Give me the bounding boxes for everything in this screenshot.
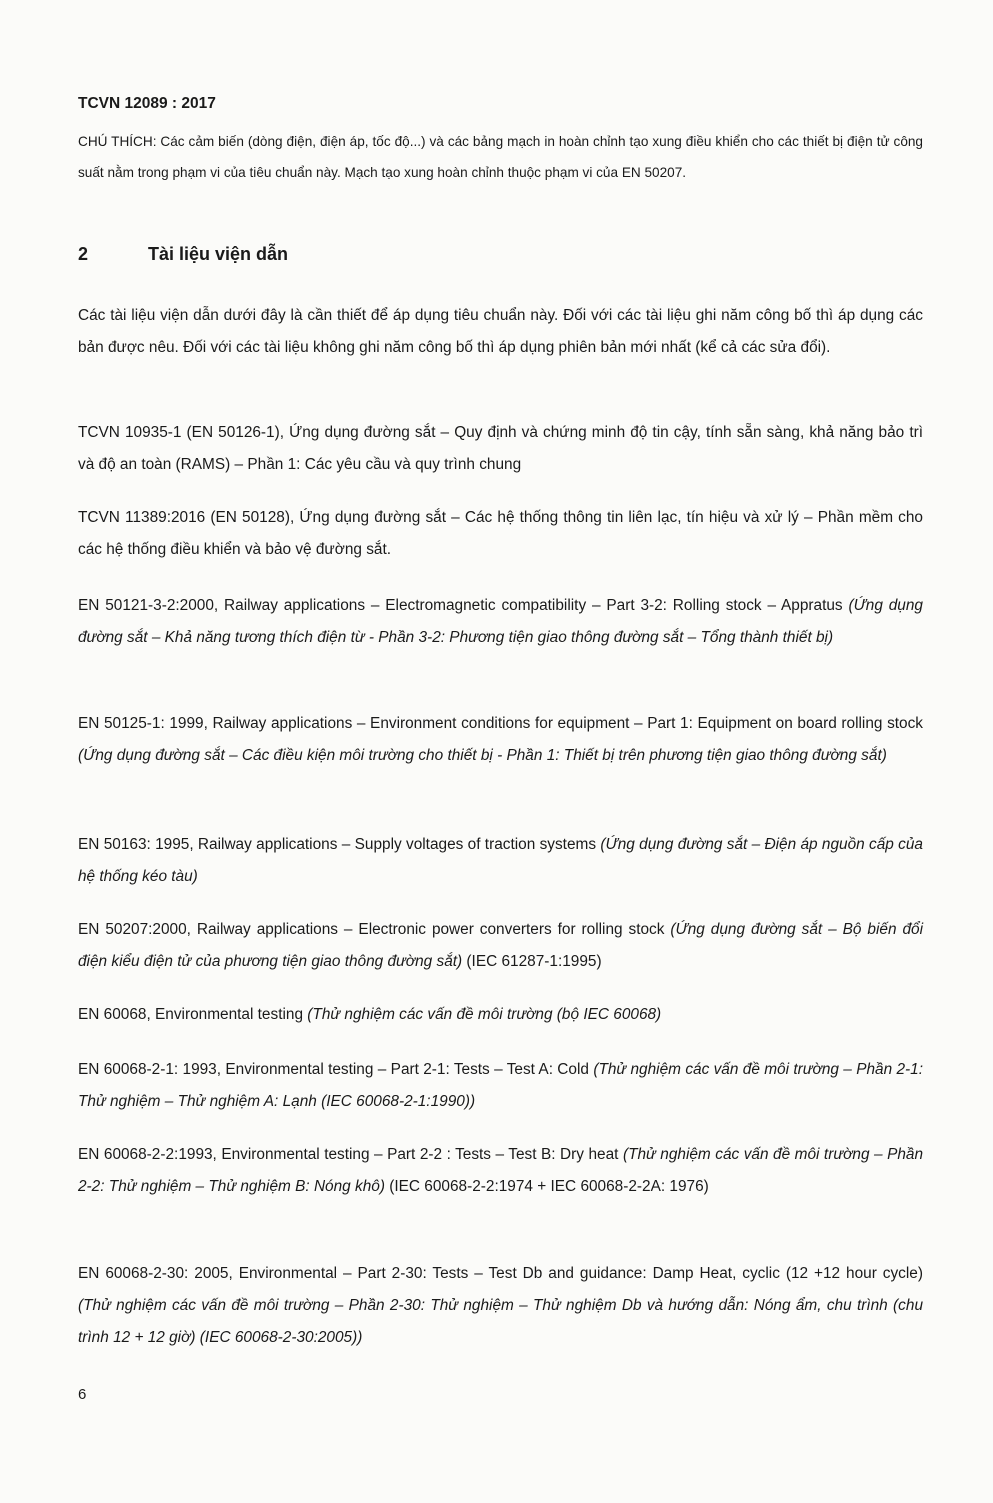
reference-text: EN 50125-1: 1999, Railway applications – Environment conditions for equipment – Part 1: Equipment on board rolling stock (78, 715, 923, 732)
reference-translation: (Ứng dụng đường sắt – Khả năng tương thích điện từ - Phần 3-2: Phương tiện giao thông đường sắt – Tổng thành thiết bị) (78, 597, 923, 646)
reference-text: EN 60068-2-30: 2005, Environmental – Part 2-30: Tests – Test Db and guidance: Damp Heat, cyclic (12 +12 hour cycle) (78, 1265, 923, 1282)
section-heading (78, 244, 288, 265)
reference-item (78, 914, 923, 978)
section-title: Tài liệu viện dẫn (148, 244, 289, 264)
reference-text: EN 50121-3-2:2000, Railway applications – Electromagnetic compatibility – Part 3-2: Rolling stock – Appratus (78, 597, 849, 614)
reference-item (78, 590, 923, 654)
reference-text: EN 60068-2-1: 1993, Environmental testing – Part 2-1: Tests – Test A: Cold (78, 1061, 594, 1078)
intro-paragraph: Các tài liệu viện dẫn dưới đây là cần thiết để áp dụng tiêu chuẩn này. Đối với các tài liệu ghi năm công bố thì áp dụng các bản được nêu. Đối với các tài liệu không ghi năm công bố thì áp dụng phiên bản mới nhất (kể cả các sửa đổi). (78, 307, 923, 356)
reference-item (78, 1258, 923, 1354)
reference-item (78, 708, 923, 772)
reference-item (78, 417, 923, 481)
reference-iec: (IEC 60068-2-2:1974 + IEC 60068-2-2A: 1976) (384, 1178, 709, 1195)
reference-text: EN 50207:2000, Railway applications – Electronic power converters for rolling stock (78, 921, 671, 938)
reference-text: TCVN 11389:2016 (EN 50128), Ứng dụng đường sắt – Các hệ thống thông tin liên lạc, tín hiệu và xử lý – Phần mềm cho các hệ thống điều khiển và bảo vệ đường sắt. (78, 509, 923, 558)
reference-item (78, 829, 923, 893)
document-header: TCVN 12089 : 2017 (78, 95, 216, 112)
note-paragraph: CHÚ THÍCH: Các cảm biến (dòng điện, điện áp, tốc độ...) và các bảng mạch in hoàn chỉnh tạo xung điều khiển cho các thiết bị điện tử công suất nằm trong phạm vi của tiêu chuẩn này. Mạch tạo xung hoàn chỉnh thuộc phạm vi của EN 50207. (78, 134, 923, 180)
reference-translation: (Ứng dụng đường sắt – Bộ biến đổi điện kiểu điện tử của phương tiện giao thông đường sắt) (78, 921, 923, 970)
reference-item (78, 502, 923, 566)
reference-text: TCVN 10935-1 (EN 50126-1), Ứng dụng đường sắt – Quy định và chứng minh độ tin cậy, tính sẵn sàng, khả năng bảo trì và độ an toàn (RAMS) – Phần 1: Các yêu cầu và quy trình chung (78, 424, 923, 473)
reference-text: EN 60068, Environmental testing (78, 1006, 308, 1023)
reference-translation: (Thử nghiệm các vấn đề môi trường – Phần 2-30: Thử nghiệm – Thử nghiệm Db và hướng dẫn: Nóng ẩm, chu trình (chu trình 12 + 12 giờ) (IEC 60068-2-30:2005)) (78, 1297, 923, 1346)
reference-text: EN 60068-2-2:1993, Environmental testing – Part 2-2 : Tests – Test B: Dry heat (78, 1146, 623, 1163)
reference-iec: (IEC 61287-1:1995) (462, 953, 602, 970)
section-number: 2 (78, 244, 89, 264)
reference-item (78, 1139, 923, 1203)
reference-item (78, 1054, 923, 1118)
page-number: 6 (78, 1386, 87, 1403)
reference-translation: (Ứng dụng đường sắt – Điện áp nguồn cấp của hệ thống kéo tàu) (78, 836, 923, 885)
reference-text: EN 50163: 1995, Railway applications – Supply voltages of traction systems (78, 836, 601, 853)
reference-item (78, 999, 923, 1031)
reference-translation: (Ứng dụng đường sắt – Các điều kiện môi trường cho thiết bị - Phần 1: Thiết bị trên phương tiện giao thông đường sắt) (78, 747, 887, 764)
reference-translation: (Thử nghiệm các vấn đề môi trường – Phần 2-1: Thử nghiệm – Thử nghiệm A: Lạnh (IEC 60068-2-1:1990)) (78, 1061, 923, 1110)
reference-translation: (Thử nghiệm các vấn đề môi trường – Phần 2-2: Thử nghiệm – Thử nghiệm B: Nóng khô) (78, 1146, 924, 1195)
reference-translation: (Thử nghiệm các vấn đề môi trường (bộ IEC 60068) (307, 1006, 662, 1023)
